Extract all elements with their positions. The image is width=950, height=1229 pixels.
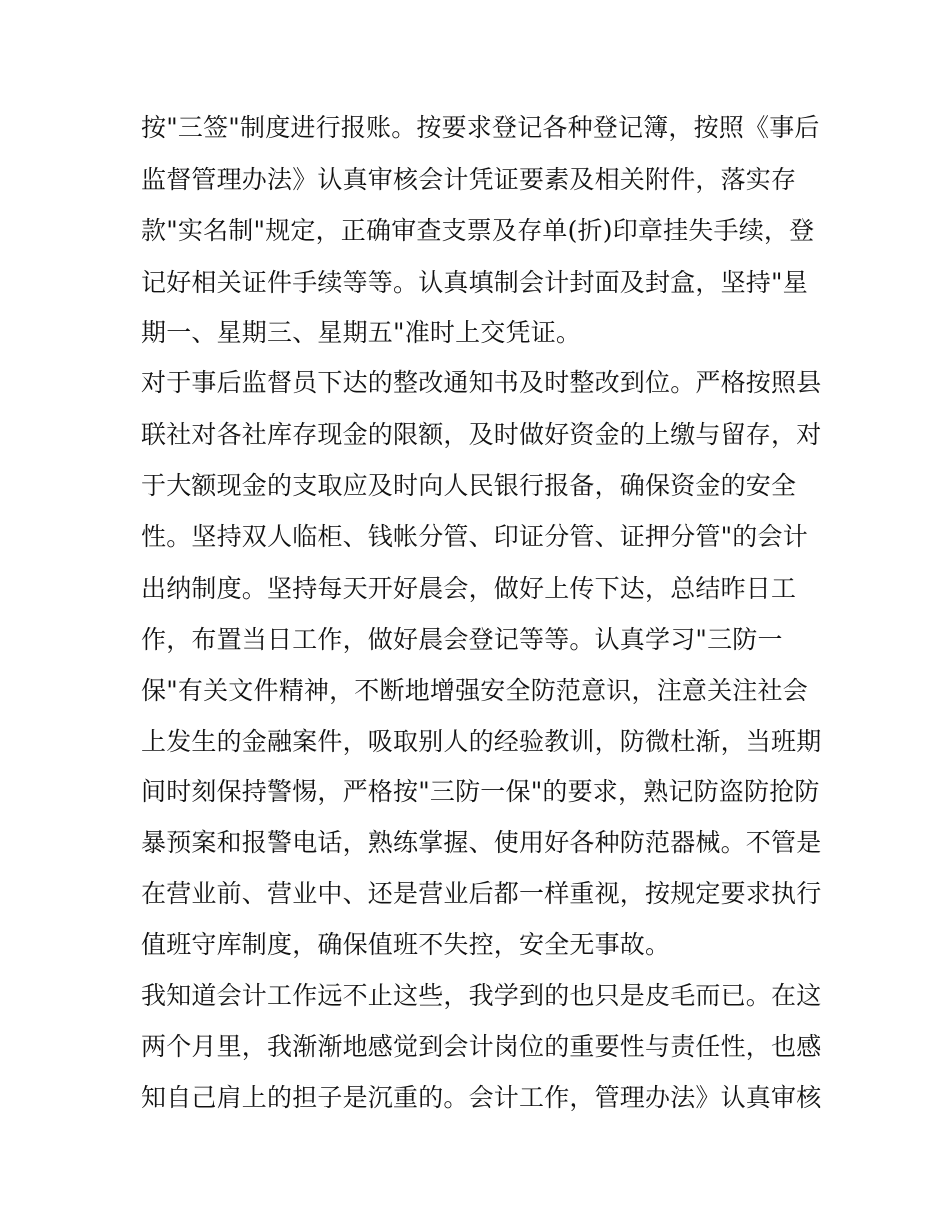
text-line: 我知道会计工作远不止这些，我学到的也只是皮毛而已。在这 <box>141 981 822 1010</box>
text-line: 值班守库制度，确保值班不失控，安全无事故。 <box>141 930 671 959</box>
text-line: 按"三签"制度进行报账。按要求登记各种登记簿，按照《事后 <box>141 113 820 142</box>
text-line: 间时刻保持警惕，严格按"三防一保"的要求，熟记防盗防抢防 <box>141 777 820 806</box>
text-line: 监督管理办法》认真审核会计凭证要素及相关附件，落实存 <box>141 165 797 194</box>
text-line: 上发生的金融案件，吸取别人的经验教训，防微杜渐，当班期 <box>141 727 822 756</box>
text-line: 联社对各社库存现金的限额，及时做好资金的上缴与留存，对 <box>141 420 822 449</box>
text-line: 暴预案和报警电话，熟练掌握、使用好各种防范器械。不管是 <box>141 828 822 857</box>
text-line: 知自己肩上的担子是沉重的。会计工作，管理办法》认真审核 <box>141 1083 822 1112</box>
text-line: 对于事后监督员下达的整改通知书及时整改到位。严格按照县 <box>141 368 822 397</box>
text-line: 期一、星期三、星期五"准时上交凭证。 <box>141 318 582 347</box>
text-line: 两个月里，我渐渐地感觉到会计岗位的重要性与责任性，也感 <box>141 1032 822 1061</box>
text-line: 于大额现金的支取应及时向人民银行报备，确保资金的安全 <box>141 471 797 500</box>
text-line: 在营业前、营业中、还是营业后都一样重视，按规定要求执行 <box>141 879 822 908</box>
text-line: 性。坚持双人临柜、钱帐分管、印证分管、证押分管"的会计 <box>141 522 808 551</box>
text-line: 款"实名制"规定，正确审查支票及存单(折)印章挂失手续，登 <box>141 216 815 245</box>
text-line: 记好相关证件手续等等。认真填制会计封面及封盒，坚持"星 <box>141 268 808 297</box>
text-line: 出纳制度。坚持每天开好晨会，做好上传下达，总结昨日工 <box>141 574 797 603</box>
text-line: 保"有关文件精神，不断地增强安全防范意识，注意关注社会 <box>141 676 808 705</box>
text-line: 作，布置当日工作，做好晨会登记等等。认真学习"三防一 <box>141 625 783 654</box>
